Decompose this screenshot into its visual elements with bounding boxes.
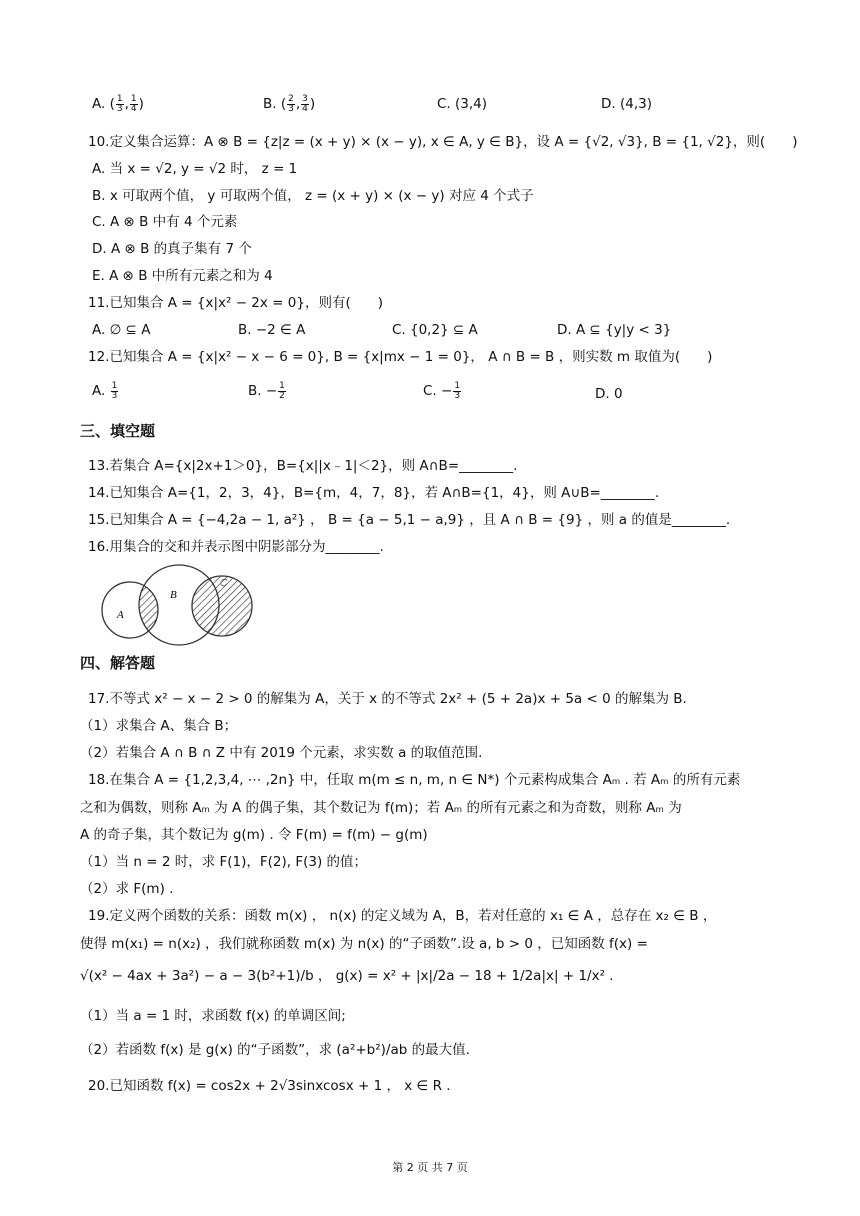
q10-option-d: D. A ⊗ B 的真子集有 7 个 xyxy=(92,241,252,257)
q17-part-2: （2）若集合 A ∩ B ∩ Z 中有 2019 个元素，求实数 a 的取值范围. xyxy=(80,745,483,761)
q15-text: 15.已知集合 A = {−4,2a − 1, a²} ， B = {a − 5,1 − a,9} ，且 A ∩ B = {9} ，则 a 的值是________. xyxy=(88,512,731,528)
q19-part-1: （1）当 a = 1 时，求函数 f(x) 的单调区间; xyxy=(80,1008,346,1024)
q9-option-d: D. (4,3) xyxy=(601,96,652,112)
venn-label-c: C xyxy=(220,578,227,589)
q16-text: 16.用集合的交和并表示图中阴影部分为________. xyxy=(88,539,384,555)
fraction: $\frac{3}{4}$ xyxy=(302,93,308,114)
q11-option-a: A. ∅ ⊆ A xyxy=(92,322,151,338)
q18-line-2: 之和为偶数，则称 Aₘ 为 A 的偶子集，其个数记为 f(m)；若 Aₘ 的所有元素之和为奇数，则称 Aₘ 为 xyxy=(80,800,682,816)
fraction: $\frac{1}{3}$ xyxy=(111,380,118,401)
q12-option-d: D. 0 xyxy=(595,386,623,402)
venn-label-b: B xyxy=(170,589,177,601)
q20-stem: 20.已知函数 f(x) = cos2x + 2√3sinxcosx + 1 ， x ∈ R . xyxy=(88,1078,451,1094)
q18-part-1: （1）当 n = 2 时，求 F(1)，F(2), F(3) 的值； xyxy=(80,854,368,870)
q12-option-c: C. − $\frac{1}{3}$ xyxy=(423,380,461,401)
venn-label-a: A xyxy=(117,609,124,621)
q11-stem: 11.已知集合 A = {x|x² − 2x = 0}，则有( ) xyxy=(88,295,383,311)
venn-diagram xyxy=(100,562,280,652)
q19-line-2: 使得 m(x₁) = n(x₂) ，我们就称函数 m(x) 为 n(x) 的“子函数”.设 a, b > 0 ，已知函数 f(x) = xyxy=(80,936,648,952)
q14-text: 14.已知集合 A={1，2，3，4}，B={m，4，7，8}，若 A∩B={1，4}，则 A∪B=________. xyxy=(88,485,660,501)
fraction: $\frac{1}{4}$ xyxy=(130,93,137,114)
q19-line-1: 19.定义两个函数的关系：函数 m(x) ， n(x) 的定义域为 A，B，若对任意的 x₁ ∈ A ，总存在 x₂ ∈ B ， xyxy=(88,908,717,924)
fraction: $\frac{1}{3}$ xyxy=(116,93,123,114)
fraction: $\frac{1}{2}$ xyxy=(279,380,285,401)
q12-option-a: A. $\frac{1}{3}$ xyxy=(92,380,118,401)
q11-option-d: D. A ⊆ {y|y < 3} xyxy=(557,322,672,338)
q18-line-1: 18.在集合 A = {1,2,3,4, ⋯ ,2n} 中，任取 m(m ≤ n, m, n ∈ N*) 个元素构成集合 Aₘ . 若 Aₘ 的所有元素 xyxy=(88,772,741,788)
q10-option-c: C. A ⊗ B 中有 4 个元素 xyxy=(92,214,238,230)
q19-line-3: √(x² − 4ax + 3a²) − a − 3(b²+1)/b ， g(x) = x² + |x|/2a − 18 + 1/2a|x| + 1/x² . xyxy=(80,968,614,984)
section-title-fill-in: 三、填空题 xyxy=(80,422,156,440)
q17-part-1: （1）求集合 A、集合 B； xyxy=(80,718,238,734)
q11-option-c: C. {0,2} ⊆ A xyxy=(392,322,478,338)
q18-part-2: （2）求 F(m) . xyxy=(80,881,174,897)
q9-option-a: A. ( $\frac{1}{3}$ , $\frac{1}{4}$ ) xyxy=(92,93,144,114)
q12-option-b: B. − $\frac{1}{2}$ xyxy=(248,380,285,401)
fraction: $\frac{1}{3}$ xyxy=(454,380,461,401)
q9-option-c: C. (3,4) xyxy=(437,96,488,112)
q10-option-a: A. 当 x = √2, y = √2 时， z = 1 xyxy=(92,161,298,177)
q10-option-e: E. A ⊗ B 中所有元素之和为 4 xyxy=(92,268,273,284)
q9-option-b: B. ( $\frac{2}{3}$ , $\frac{3}{4}$ ) xyxy=(263,93,316,114)
q13-text: 13.若集合 A={x|2x+1＞0}，B={x||x﹣1|＜2}，则 A∩B=________. xyxy=(88,458,518,474)
section-title-answer: 四、解答题 xyxy=(80,654,156,672)
q17-stem: 17.不等式 x² − x − 2 > 0 的解集为 A，关于 x 的不等式 2x² + (5 + 2a)x + 5a < 0 的解集为 B. xyxy=(88,691,687,707)
q12-stem: 12.已知集合 A = {x|x² − x − 6 = 0}, B = {x|mx − 1 = 0}， A ∩ B = B ，则实数 m 取值为( ) xyxy=(88,349,713,365)
q10-stem: 10.定义集合运算：A ⊗ B = {z|z = (x + y) × (x − y), x ∈ A, y ∈ B}，设 A = {√2, √3}, B = {1, √2}，则( ) xyxy=(88,134,798,150)
q10-option-b: B. x 可取两个值， y 可取两个值， z = (x + y) × (x − y) 对应 4 个式子 xyxy=(92,188,534,204)
q11-option-b: B. −2 ∈ A xyxy=(238,322,306,338)
q19-part-2: （2）若函数 f(x) 是 g(x) 的“子函数”，求 (a²+b²)/ab 的最大值. xyxy=(80,1042,470,1058)
fraction: $\frac{2}{3}$ xyxy=(288,93,294,114)
page-footer: 第 2 页 共 7 页 xyxy=(392,1161,468,1174)
q18-line-3: A 的奇子集，其个数记为 g(m) . 令 F(m) = f(m) − g(m) xyxy=(80,827,428,843)
